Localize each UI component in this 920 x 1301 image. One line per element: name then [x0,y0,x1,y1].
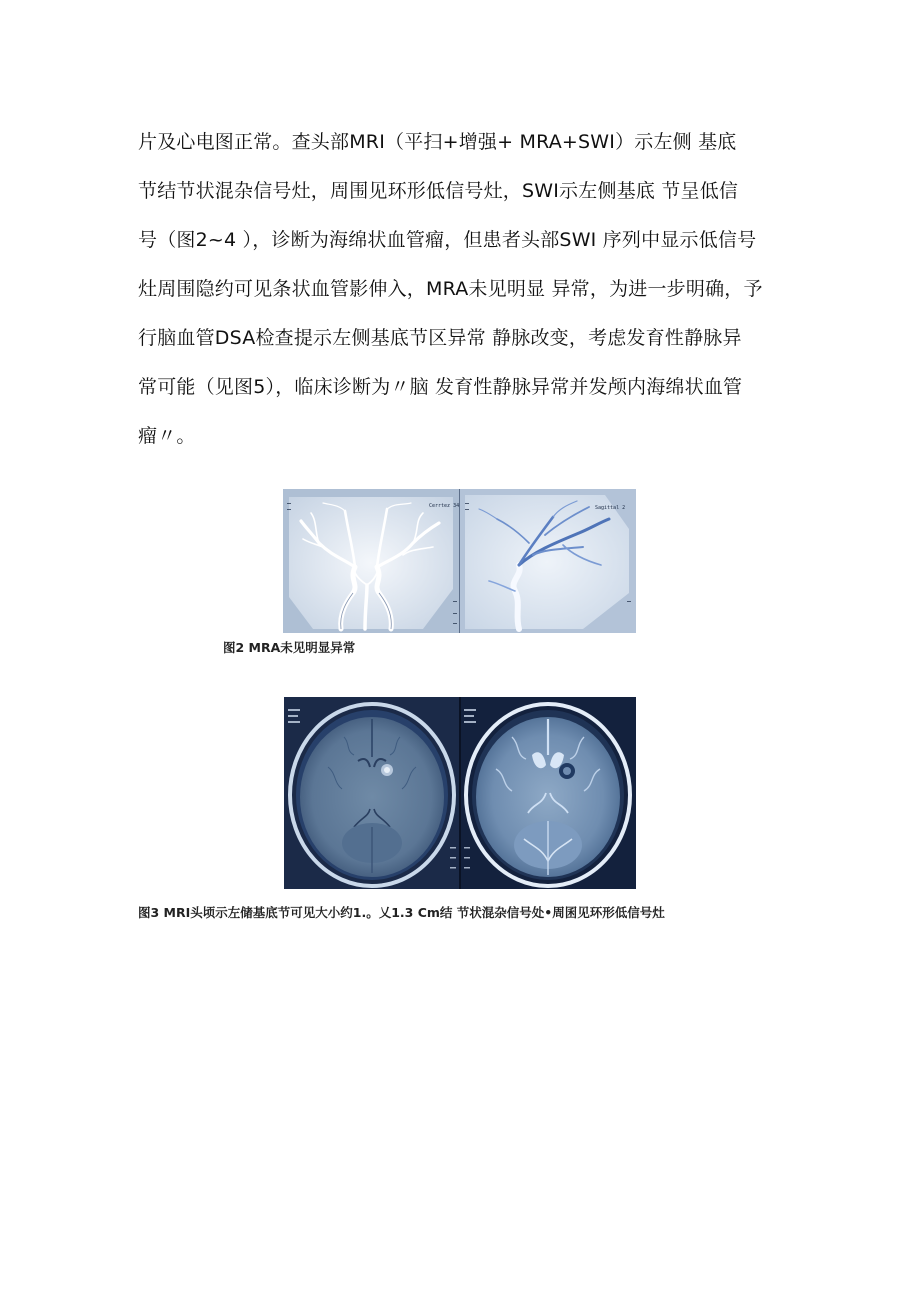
mra-left-label: Cerrtez 34 [429,503,460,509]
mri-image [284,697,636,889]
paragraph-line: 节结节状混杂信号灶，周围见环形低信号灶，SWI示左侧基底 节呈低信 [138,180,739,202]
mra-right-label: Sagittal 2 [595,505,626,511]
figure3-caption: 图3 MRI头顷示左储基底节可见大小约1.。乂1.3 Cm结 节状混杂信号处•周囷见环形低信号灶 [138,905,665,920]
paragraph-line: 行脑血管DSA检查提示左侧基底节区异常 静脉改变，考虑发育性静脉异 [138,327,742,349]
paragraph-line: 常可能（见图5），临床诊断为〃脑 发育性静脉异常并发颅内海绵状血管 [138,376,743,398]
body-paragraph [138,118,798,461]
paragraph-line: 号（图2~4 ），诊断为海绵状血管瘤，但患者头部SWI 序列中显示低信号 [138,229,757,251]
paragraph-line: 瘤〃。 [138,425,196,447]
mri-figure [284,697,636,889]
paragraph-line: 片及心电图正常。查头部MRI（平扫+增强+ MRA+SWI）示左侧 基底 [138,131,737,153]
figure2-caption: 图2 MRA未见明显异常 [223,640,356,655]
paragraph-line: 灶周围隐约可见条状血管影伸入，MRA未见明显 异常，为进一步明确，予 [138,278,763,300]
mra-image [283,489,636,633]
mra-figure [283,489,636,633]
